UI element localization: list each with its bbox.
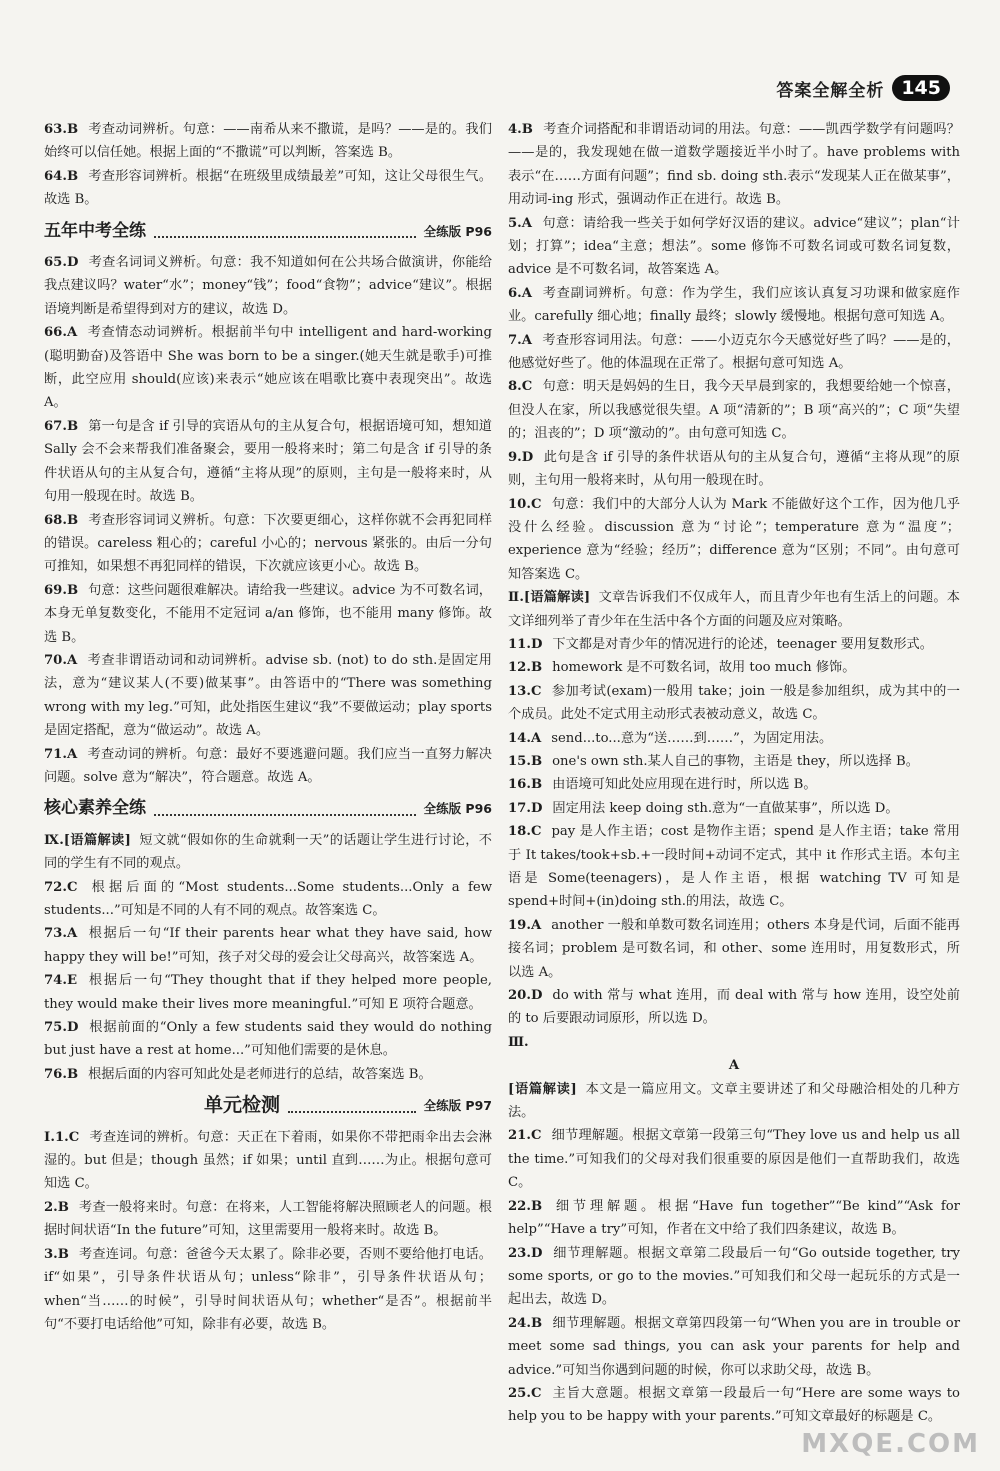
answer-number: 4.B xyxy=(508,122,533,137)
answer-explanation: 根据后面的“Most students...Some students...Only a few students...”可知是不同的人有不同的观点。故答案选 C。 xyxy=(44,879,492,918)
answer-entry xyxy=(44,579,492,649)
answer-number: 22.B xyxy=(508,1198,543,1214)
answer-entry xyxy=(508,329,960,376)
answer-number: 14.A xyxy=(508,730,542,746)
answer-entry xyxy=(508,727,960,750)
answer-explanation: 考查名词词义辨析。句意：我不知道如何在公共场合做演讲，你能给我点建议吗？water“水”；money“钱”；food“食物”；advice“建议”。根据语境判断是希望得到对方的建议，故选 D。 xyxy=(44,255,492,317)
answer-explanation: 细节理解题。根据“Have fun together”“Be kind”“Ask for help”“Have a try”可知，作者在文中给了我们四条建议，故选 B。 xyxy=(508,1198,960,1238)
right-column xyxy=(508,118,960,1429)
answer-number: 2.B xyxy=(44,1199,69,1215)
answer-number: 66.A xyxy=(44,325,78,341)
answer-entry xyxy=(508,1312,960,1382)
passage-text: 短文就“假如你的生命就剩一天”的话题让学生进行讨论，不同的学生有不同的观点。 xyxy=(44,832,492,872)
left-ix-entries xyxy=(44,876,492,1087)
answer-entry xyxy=(508,1382,960,1429)
answer-entry xyxy=(44,165,492,212)
answer-number: 16.B xyxy=(508,777,543,793)
answer-explanation: 句意：请给我一些关于如何学好汉语的建议。advice“建议”；plan“计划；打算”；idea“主意；想法”。some 修饰不可数名词或可数名词复数，advice 是不可数名词，故答案选 A。 xyxy=(508,215,960,278)
answer-explanation: 考查副词辨析。句意：作为学生，我们应该认真复习功课和做家庭作业。carefully 细心地；finally 最终；slowly 缓慢地。根据句意可知选 A。 xyxy=(508,285,960,325)
section-title: 五年中考全练 xyxy=(44,220,146,241)
page-number: 145 xyxy=(892,75,950,101)
answer-explanation: homework 是不可数名词，故用 too much 修饰。 xyxy=(552,660,856,676)
answer-number: 17.D xyxy=(508,800,543,816)
answer-number: 67.B xyxy=(44,418,79,434)
answer-explanation: 由语境可知此处应用现在进行时，所以选 B。 xyxy=(552,777,817,793)
answer-number: 11.D xyxy=(508,636,543,652)
answer-explanation: 固定用法 keep doing sth.意为“一直做某事”，所以选 D。 xyxy=(552,800,899,816)
passage-label: [语篇解读] xyxy=(508,1081,577,1097)
left-unit-entries xyxy=(44,1126,492,1337)
answer-entry xyxy=(44,118,492,165)
answer-explanation: 根据后面的内容可知此处是老师进行的总结，故答案选 B。 xyxy=(88,1066,432,1082)
answer-number: 72.C xyxy=(44,879,78,895)
answer-entry xyxy=(508,656,960,679)
left-mid-entries xyxy=(44,251,492,789)
page-header xyxy=(776,72,950,104)
answer-number: 10.C xyxy=(508,496,542,512)
answer-number: 64.B xyxy=(44,168,79,184)
answer-entry xyxy=(44,969,492,1016)
answer-number: 21.C xyxy=(508,1128,542,1144)
answer-entry xyxy=(44,321,492,415)
answer-entry xyxy=(508,1242,960,1312)
divider xyxy=(154,236,416,238)
answer-number: 24.B xyxy=(508,1315,543,1331)
answer-number: 13.C xyxy=(508,683,542,699)
answer-explanation: another 一般和单数可数名词连用；others 本身是代词，后面不能再接名词；problem 是可数名词，和 other、some 连用时，用复数形式，所以选 A。 xyxy=(508,917,960,980)
watermark: MXQE.COM xyxy=(801,1429,980,1459)
answer-explanation: 根据后一句“If their parents hear what they have said, how happy they will be!”可知，孩子对父母的爱会让父母高兴，故答案选 A。 xyxy=(44,926,492,965)
section-heading-unit xyxy=(44,1094,492,1117)
answer-explanation: pay 是人作主语；cost 是物作主语；spend 是人作主语；take 常用于 It takes/took+sb.+一段时间+动词不定式，其中 it 作形式主语。本句主语是 Some(teenagers)，是人作主语，根据 watching TV 可知是 spend+时间+(in)doing sth.的用法，故选 C。 xyxy=(508,824,960,910)
answer-explanation: 考查连词。句意：爸爸今天太累了。除非必要，否则不要给他打电话。if“如果”，引导条件状语从句；unless“除非”，引导条件状语从句；when“当……的时候”，引导时间状语从句；whether“是否”。根据前半句“不要打电话给他”可知，除非有必要，故选 B。 xyxy=(44,1246,492,1332)
answer-explanation: 句意：我们中的大部分人认为 Mark 不能做好这个工作，因为他几乎没什么经验。discussion 意为“讨论”；temperature 意为“温度”；experience 意为“经验；经历”；difference 意为“区别；不同”。由句意可知答案选 C。 xyxy=(508,496,960,582)
passage-label: Ⅸ.[语篇解读] xyxy=(44,832,131,848)
answer-explanation: 细节理解题。根据文章第四段第一句“When you are in trouble or meet some sad things, you can ask your parents for help and advice.”可知当你遇到问题的时候，你可以求助父母，故选 B。 xyxy=(508,1315,960,1378)
passage-a-label: A xyxy=(728,1058,740,1074)
answer-explanation: 第一句是含 if 引导的宾语从句的主从复合句，根据语境可知，想知道 Sally 会不会来帮我们准备聚会，要用一般将来时；第二句是含 if 引导的条件状语从句的主从复合句，遵循“主将从现”的原则，主句是一般将来时，从句用一般现在时。故选 B。 xyxy=(44,418,492,505)
answer-number: 69.B xyxy=(44,582,79,598)
right-ii-entries xyxy=(508,633,960,1031)
passage-text: 文章告诉我们不仅成年人，而且青少年也有生活上的问题。本文详细列举了青少年在生活中各个方面的问题及应对策略。 xyxy=(508,590,960,629)
section-title: 核心素养全练 xyxy=(44,798,146,819)
answer-entry xyxy=(44,649,492,743)
answer-explanation: 细节理解题。根据文章第一段第三句“They love us and help us all the time.”可知我们的父母对我们很重要的原因是他们一直帮助我们，故选 C。 xyxy=(508,1128,960,1191)
answer-number: 5.A xyxy=(508,215,532,231)
answer-entry xyxy=(44,1196,492,1243)
answer-number: 73.A xyxy=(44,926,78,942)
answer-explanation: 考查介词搭配和非谓语动词的用法。句意：——凯西学数学有问题吗？——是的，我发现她在做一道数学题接近半小时了。have problems with 表示“在……方面有问题”；find sb. doing sth.表示“发现某人正在做某事”，用动词-ing 形式，强调动作正在进行。故选 B。 xyxy=(508,122,960,208)
answer-number: 65.D xyxy=(44,255,79,271)
section-version: 全练版 P96 xyxy=(423,801,492,817)
answer-entry xyxy=(508,820,960,914)
answer-entry xyxy=(508,633,960,656)
answer-number: 74.E xyxy=(44,973,77,989)
answer-entry xyxy=(508,1195,960,1242)
answer-number: 20.D xyxy=(508,988,543,1004)
answer-number: 63.B xyxy=(44,122,79,137)
answer-entry xyxy=(44,1126,492,1196)
answer-explanation: send...to...意为“送……到……”，为固定用法。 xyxy=(551,730,833,746)
answer-explanation: do with 常与 what 连用，而 deal with 常与 how 连用，设空处前的 to 后要跟动词原形，所以选 D。 xyxy=(508,988,960,1027)
answer-number: 23.D xyxy=(508,1245,543,1261)
answer-entry xyxy=(508,914,960,984)
answer-entry xyxy=(508,984,960,1031)
answer-explanation: 考查形容词词义辨析。句意：下次要更细心，这样你就不会再犯同样的错误。careless 粗心的；careful 小心的；nervous 紧张的。由后一分句可推知，如果想不再犯同样的错误，下次就应该更小心。故选 B。 xyxy=(44,512,492,575)
answer-entry xyxy=(44,876,492,923)
answer-explanation: 根据前面的“Only a few students said they would do nothing but just have a rest at home...”可知他们需要的是休息。 xyxy=(44,1020,492,1059)
answer-entry xyxy=(508,118,960,212)
answer-entry xyxy=(508,375,960,445)
section-version: 全练版 P97 xyxy=(423,1098,492,1114)
answer-entry xyxy=(508,750,960,773)
answer-number: 76.B xyxy=(44,1066,79,1082)
section-title: 单元检测 xyxy=(204,1094,281,1117)
answer-entry xyxy=(44,922,492,969)
answer-entry xyxy=(508,282,960,329)
section-roman: Ⅲ. xyxy=(508,1034,529,1050)
answer-entry xyxy=(44,743,492,790)
section-iii-header xyxy=(508,1031,960,1054)
answer-number: 15.B xyxy=(508,753,543,769)
answer-entry xyxy=(508,797,960,820)
left-top-entries xyxy=(44,118,492,212)
right-iii-entries xyxy=(508,1124,960,1428)
answer-explanation: 根据后一句“They thought that if they helped more people, they would make their lives more meaningful.”可知 E 项符合题意。 xyxy=(44,973,492,1012)
passage-intro xyxy=(44,829,492,876)
answer-explanation: 考查非谓语动词和动词辨析。advise sb. (not) to do sth.是固定用法，意为“建议某人(不要)做某事”。由答语中的“There was something wrong with my leg.”可知，此处指医生建议“我”不要做运动；play sports 是固定搭配，意为“做运动”。故选 A。 xyxy=(44,652,492,739)
answer-explanation: 考查动词辨析。句意：——南希从来不撒谎，是吗？——是的。我们始终可以信任她。根据上面的“不撒谎”可以判断，答案选 B。 xyxy=(44,122,492,161)
answer-explanation: 参加考试(exam)一般用 take；join 一般是参加组织，成为其中的一个成员。此处不定式用主动形式表被动意义，故选 C。 xyxy=(508,683,960,723)
answer-number: 68.B xyxy=(44,512,79,528)
answer-entry xyxy=(44,1016,492,1063)
answer-explanation: 下文都是对青少年的情况进行的论述，teenager 要用复数形式。 xyxy=(552,636,933,652)
answer-entry xyxy=(44,415,492,509)
answer-entry xyxy=(44,251,492,321)
section-version: 全练版 P96 xyxy=(423,223,492,239)
answer-explanation: 考查形容词辨析。根据“在班级里成绩最差”可知，这让父母很生气。故选 B。 xyxy=(44,168,492,208)
answer-explanation: 考查连词的辨析。句意：天正在下着雨，如果你不带把雨伞出去会淋湿的。but 但是；though 虽然；if 如果；until 直到……为止。根据句意可知选 C。 xyxy=(44,1129,492,1192)
answer-entry xyxy=(44,1243,492,1337)
divider xyxy=(288,1111,416,1113)
passage-text: 本文是一篇应用文。文章主要讲述了和父母融洽相处的几种方法。 xyxy=(508,1081,960,1121)
answer-entry xyxy=(508,773,960,796)
answer-number: 7.A xyxy=(508,332,532,348)
section-heading-wuniann xyxy=(44,220,492,243)
answer-entry xyxy=(508,446,960,493)
right-top-entries xyxy=(508,118,960,586)
answer-number: 8.C xyxy=(508,379,533,395)
answer-number: 25.C xyxy=(508,1385,542,1401)
answer-entry xyxy=(44,509,492,579)
answer-number: 18.C xyxy=(508,824,542,840)
answer-number: 70.A xyxy=(44,652,78,668)
answer-explanation: 句意：明天是妈妈的生日，我今天早晨到家的，我想要给她一个惊喜，但没人在家，所以我感觉很失望。A 项“清新的”；B 项“高兴的”；C 项“失望的；沮丧的”；D 项“激动的”。由句意可知选 C。 xyxy=(508,379,960,442)
answer-explanation: 细节理解题。根据文章第二段最后一句“Go outside together, try some sports, or go to the movies.”可知我们和父母一起玩乐的方式是一起出去，故选 D。 xyxy=(508,1245,960,1308)
answer-explanation: 考查动词的辨析。句意：最好不要逃避问题。我们应当一直努力解决问题。solve 意为“解决”，符合题意。故选 A。 xyxy=(44,746,492,785)
answer-entry xyxy=(508,1124,960,1194)
answer-number: 75.D xyxy=(44,1020,79,1036)
answer-number: 19.A xyxy=(508,917,542,933)
answer-number: 9.D xyxy=(508,449,534,465)
passage-intro xyxy=(508,1078,960,1125)
answer-entry xyxy=(508,212,960,282)
divider xyxy=(154,814,416,816)
answer-number: 12.B xyxy=(508,660,543,676)
answer-explanation: 句意：这些问题很难解决。请给我一些建议。advice 为不可数名词，本身无单复数变化，不能用不定冠词 a/an 修饰，也不能用 many 修饰。故选 B。 xyxy=(44,582,492,645)
left-column xyxy=(44,118,492,1336)
answer-entry xyxy=(508,680,960,727)
answer-explanation: 此句是含 if 引导的条件状语从句的主从复合句，遵循“主将从现”的原则，主句用一般将来时，从句用一般现在时。 xyxy=(508,449,960,489)
answer-number: 71.A xyxy=(44,746,78,762)
answer-explanation: one's own sth.某人自己的事物，主语是 they，所以选择 B。 xyxy=(552,753,919,769)
passage-intro xyxy=(508,586,960,633)
passage-label: Ⅱ.[语篇解读] xyxy=(508,590,591,606)
answer-number: 3.B xyxy=(44,1246,69,1262)
answer-entry xyxy=(508,493,960,587)
answer-explanation: 考查形容词用法。句意：——小迈克尔今天感觉好些了吗？——是的，他感觉好些了。他的体温现在正常了。根据句意可知选 A。 xyxy=(508,332,960,372)
answer-number: Ⅰ.1.C xyxy=(44,1129,80,1145)
answer-explanation: 考查情态动词辨析。根据前半句中 intelligent and hard-working (聪明勤奋)及答语中 She was born to be a singer.(她天生就是歌手)可推断，此空应用 should(应该)来表示“她应该在唱歌比赛中表现突出”。故选 A。 xyxy=(44,325,492,411)
section-heading-hexin xyxy=(44,797,492,820)
header-title: 答案全解全析 xyxy=(776,80,885,101)
answer-explanation: 考查一般将来时。句意：在将来，人工智能将解决照顾老人的问题。根据时间状语“In the future”可知，这里需要用一般将来时。故选 B。 xyxy=(44,1199,492,1239)
answer-number: 6.A xyxy=(508,285,532,301)
answer-entry xyxy=(44,1063,492,1086)
answer-explanation: 主旨大意题。根据文章第一段最后一句“Here are some ways to help you to be happy with your parents.”可知文章最好的标题是 C。 xyxy=(508,1385,960,1425)
